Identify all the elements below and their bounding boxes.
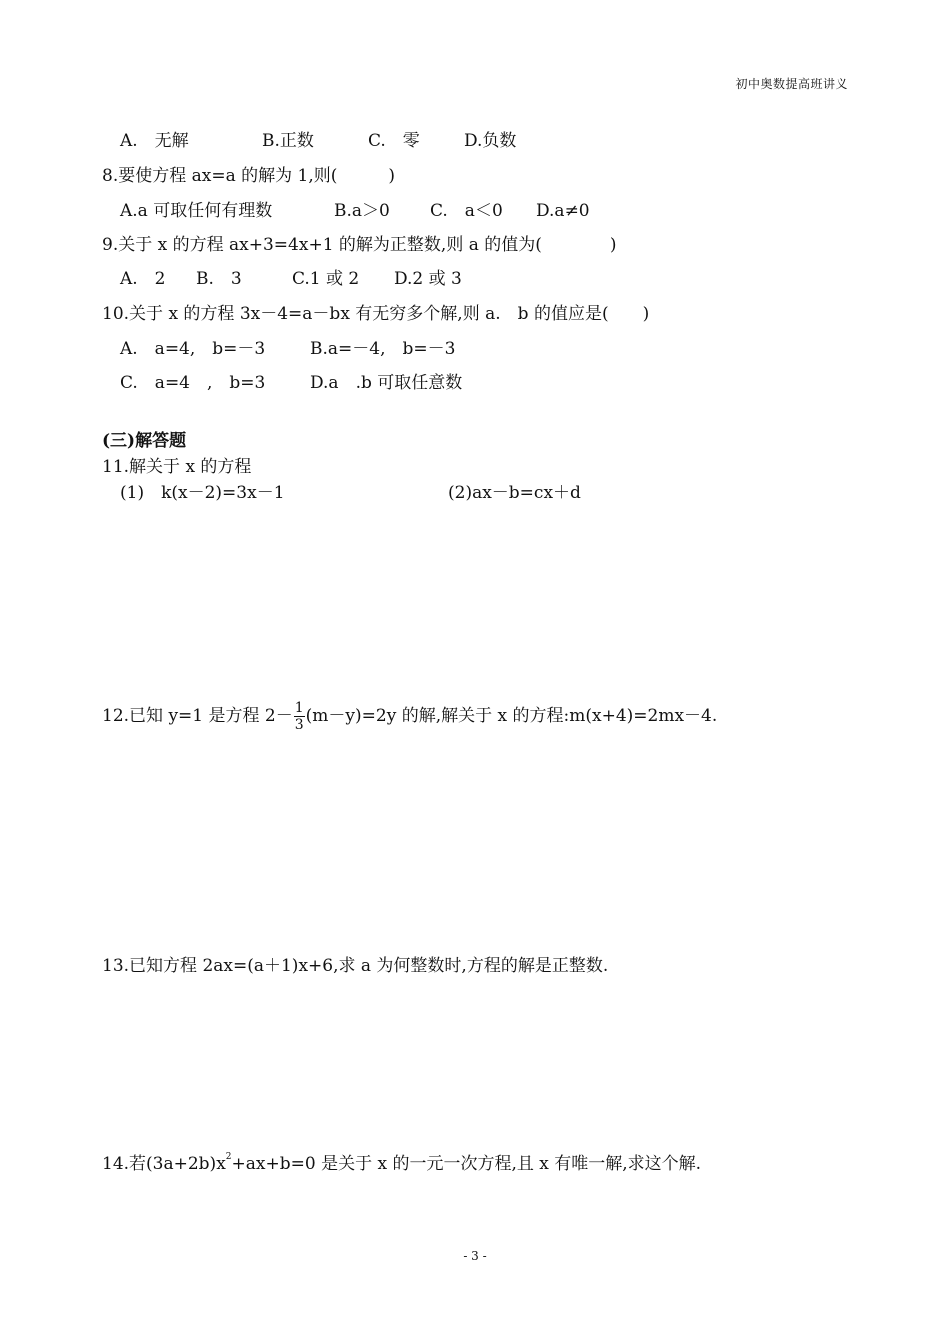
q9-option-d: D.2 或 3 xyxy=(394,269,462,289)
q14-text-after: +ax+b=0 是关于 x 的一元一次方程,且 x 有唯一解,求这个解. xyxy=(231,1154,702,1174)
q9-option-c: C.1 或 2 xyxy=(292,269,360,289)
q11-part2: (2)ax－b=cx＋d xyxy=(448,483,581,503)
q10-option-c: C. a=4 , b=3 xyxy=(120,373,266,393)
q8-option-c: C. a＜0 xyxy=(430,201,503,221)
q7-option-a: A. 无解 xyxy=(120,131,189,151)
q13-stem: 13.已知方程 2ax=(a＋1)x+6,求 a 为何整数时,方程的解是正整数. xyxy=(102,956,609,976)
q11-stem: 11.解关于 x 的方程 xyxy=(102,457,252,477)
q9-option-a: A. 2 xyxy=(120,269,166,289)
q11-part1: (1) k(x－2)=3x－1 xyxy=(120,483,285,503)
q8-stem: 8.要使方程 ax=a 的解为 1,则( ) xyxy=(102,166,396,186)
q14-stem xyxy=(102,1152,702,1174)
q7-option-c: C. 零 xyxy=(368,131,420,151)
q10-stem: 10.关于 x 的方程 3x－4=a－bx 有无穷多个解,则 a. b 的值应是( ) xyxy=(102,304,650,324)
q9-option-b: B. 3 xyxy=(196,269,242,289)
q12-text-after: (m－y)=2y 的解,解关于 x 的方程:m(x+4)=2mx－4. xyxy=(305,706,718,726)
q12-stem xyxy=(102,697,717,735)
q7-option-b: B.正数 xyxy=(262,131,314,151)
section-heading: (三)解答题 xyxy=(102,431,187,451)
q10-option-a: A. a=4, b=－3 xyxy=(120,339,266,359)
q12-text-before: 12.已知 y=1 是方程 2－ xyxy=(102,706,293,726)
q14-text-before: 14.若(3a+2b)x xyxy=(102,1154,226,1174)
q8-option-d: D.a≠0 xyxy=(536,201,590,221)
page-number: - 3 - xyxy=(463,1249,487,1263)
q14-exponent: 2 xyxy=(225,1152,232,1162)
q9-stem: 9.关于 x 的方程 ax+3=4x+1 的解为正整数,则 a 的值为( ) xyxy=(102,235,617,255)
fraction-one-third xyxy=(294,701,305,732)
q10-option-b: B.a=－4, b=－3 xyxy=(310,339,456,359)
q8-option-a: A.a 可取任何有理数 xyxy=(120,201,273,221)
q10-option-d: D.a .b 可取任意数 xyxy=(310,373,463,393)
q8-option-b: B.a＞0 xyxy=(334,201,390,221)
fraction-denominator: 3 xyxy=(294,717,304,733)
fraction-numerator: 1 xyxy=(294,700,304,716)
q7-option-d: D.负数 xyxy=(464,131,517,151)
page-header: 初中奥数提高班讲义 xyxy=(735,77,848,91)
